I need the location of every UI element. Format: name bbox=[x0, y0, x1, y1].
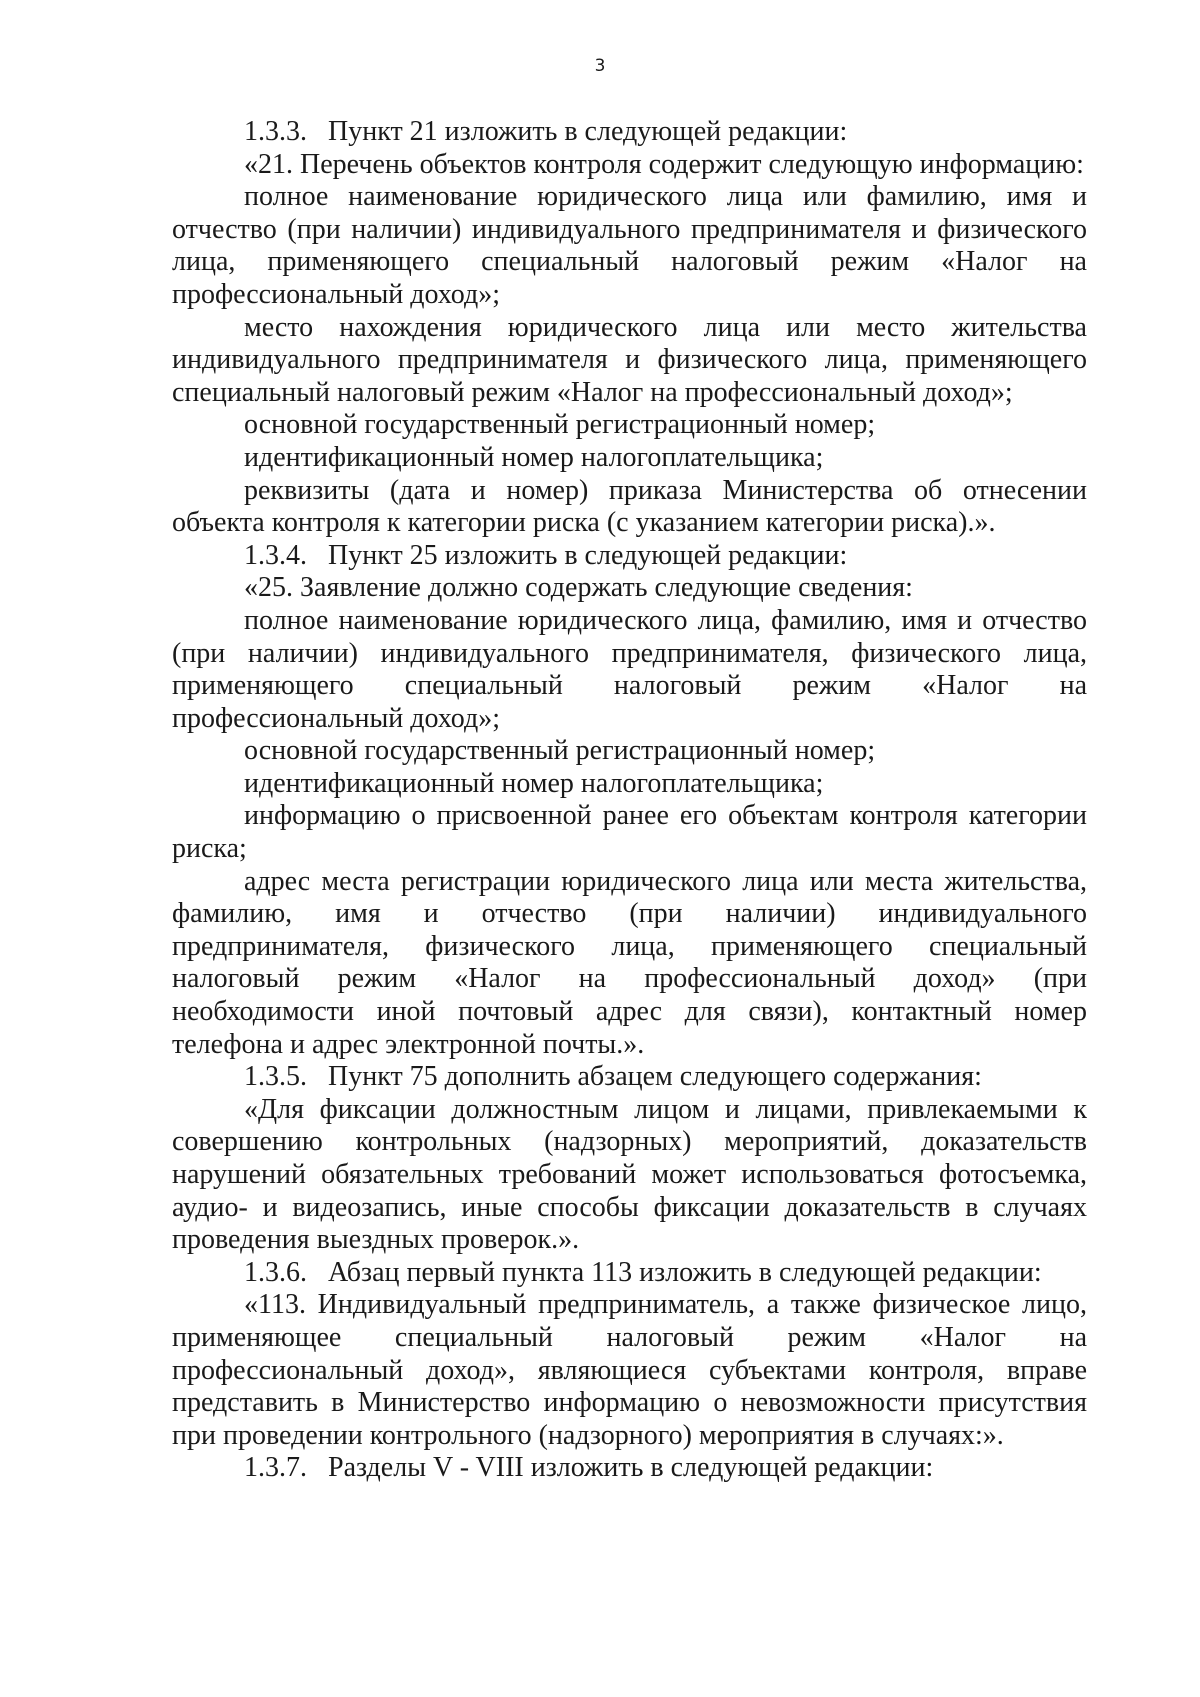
paragraph-order-details: реквизиты (дата и номер) приказа Министерства об отнесении объекта контроля к категории риска (с указанием категории риска).». bbox=[172, 474, 1087, 539]
paragraph-1-3-3-heading: 1.3.3. Пункт 21 изложить в следующей редакции: bbox=[244, 116, 848, 147]
paragraph-item-21-intro: «21. Перечень объектов контроля содержит следующую информацию: bbox=[244, 148, 1084, 180]
paragraph-location: место нахождения юридического лица или место жительства индивидуального предпринимателя и физического лица, применяющего специальный налоговый режим «Налог на профессиональный доход»; bbox=[172, 311, 1087, 408]
paragraph-item-113: «113. Индивидуальный предприниматель, а также физическое лицо, применяющее специальный налоговый режим «Налог на профессиональный доход», являющиеся субъектами контроля, вправе представить в Министерство информацию о невозможности присутствия при проведении контрольного (надзорного) мероприятия в случаях:». bbox=[172, 1289, 1087, 1451]
paragraph-inn: идентификационный номер налогоплательщика; bbox=[244, 441, 824, 473]
paragraph-1-3-6-heading: 1.3.6. Абзац первый пункта 113 изложить в следующей редакции: bbox=[244, 1256, 1042, 1288]
paragraph-1-3-4-heading: 1.3.4. Пункт 25 изложить в следующей редакции: bbox=[244, 539, 848, 571]
paragraph-registration-address: адрес места регистрации юридического лица или места жительства, фамилию, имя и отчество (при наличии) индивидуального предпринимателя, физического лица, применяющего специальный налоговый режим «Налог на профессиональный доход» (при необходимости иной почтовый адрес для связи), контактный номер телефона и адрес электронной почты.». bbox=[172, 865, 1087, 1060]
document-body bbox=[172, 116, 1087, 1485]
paragraph-evidence-recording: «Для фиксации должностным лицом и лицами, привлекаемыми к совершению контрольных (надзорных) мероприятий, доказательств нарушений обязательных требований может использоваться фотосъемка, аудио- и видеозапись, иные способы фиксации доказательств в случаях проведения выездных проверок.». bbox=[172, 1093, 1087, 1256]
paragraph-1-3-7-heading: 1.3.7. Разделы V - VIII изложить в следующей редакции: bbox=[244, 1452, 934, 1484]
page-number: 3 bbox=[594, 56, 606, 76]
paragraph-risk-category-info: информацию о присвоенной ранее его объектам контроля категории риска; bbox=[172, 800, 1087, 865]
paragraph-ogrn-2: основной государственный регистрационный номер; bbox=[244, 735, 876, 767]
paragraph-ogrn: основной государственный регистрационный номер; bbox=[244, 409, 876, 441]
paragraph-1-3-5-heading: 1.3.5. Пункт 75 дополнить абзацем следующего содержания: bbox=[244, 1061, 982, 1093]
paragraph-item-25-intro: «25. Заявление должно содержать следующие сведения: bbox=[244, 572, 913, 604]
paragraph-applicant-name: полное наименование юридического лица, фамилию, имя и отчество (при наличии) индивидуального предпринимателя, физического лица, применяющего специальный налоговый режим «Налог на профессиональный доход»; bbox=[172, 604, 1087, 734]
paragraph-inn-2: идентификационный номер налогоплательщика; bbox=[244, 767, 824, 799]
paragraph-full-name: полное наименование юридического лица или фамилию, имя и отчество (при наличии) индивидуального предпринимателя и физического лица, применяющего специальный налоговый режим «Налог на профессиональный доход»; bbox=[172, 181, 1087, 310]
